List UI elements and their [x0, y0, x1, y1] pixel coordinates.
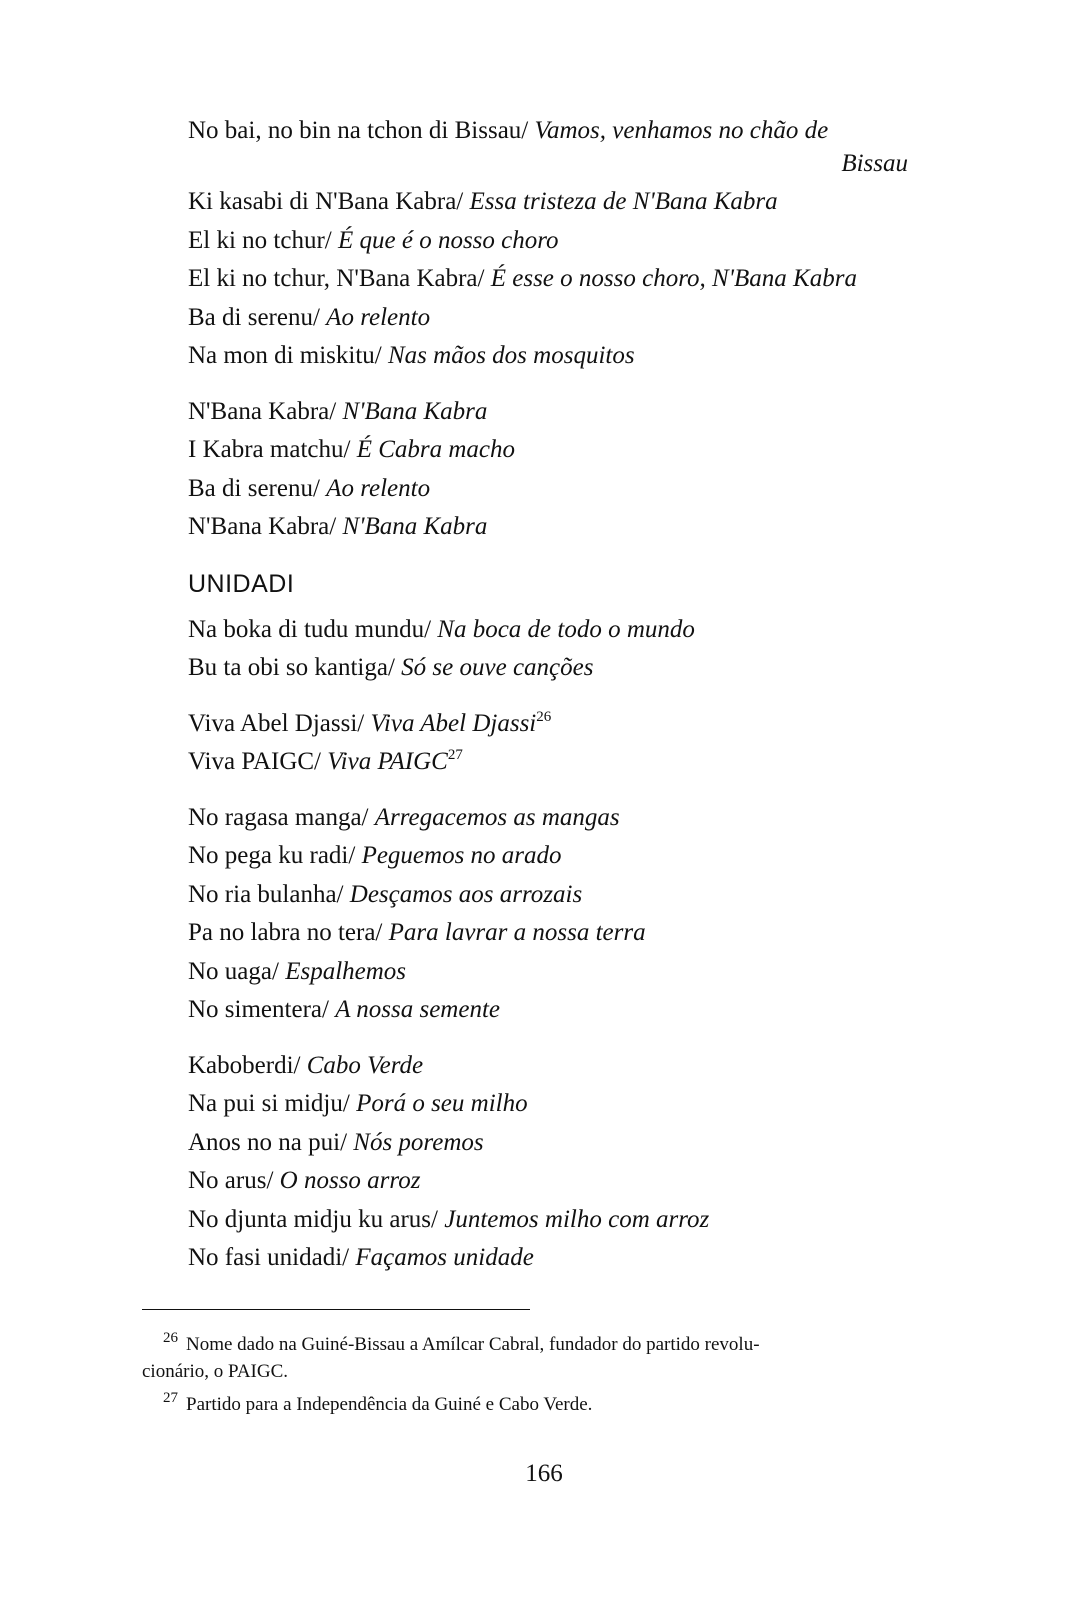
verse-line — [188, 508, 988, 547]
verse-line — [188, 799, 988, 838]
portuguese-text: A nossa semente — [335, 996, 500, 1023]
kriol-text: No ria bulanha/ — [188, 880, 350, 908]
kriol-text: Ba di serenu/ — [188, 303, 327, 331]
verse-line — [188, 260, 988, 299]
kriol-text: I Kabra matchu/ — [188, 436, 357, 463]
verse-line — [188, 837, 988, 876]
portuguese-text: Para lavrar a nossa terra — [388, 919, 646, 946]
footnote-number: 27 — [163, 1390, 178, 1406]
portuguese-text: Na boca de todo o mundo — [437, 615, 695, 643]
footnote — [142, 1325, 1018, 1358]
portuguese-text: Ao relento — [326, 474, 431, 502]
portuguese-text: É que é o nosso choro — [337, 226, 559, 254]
portuguese-text: Ao relento — [326, 303, 431, 331]
kriol-text: No pega ku radi/ — [188, 842, 362, 869]
verse-line — [188, 1239, 988, 1278]
kriol-text: Anos no na pui/ — [188, 1128, 354, 1156]
kriol-text: N'Bana Kabra/ — [188, 397, 343, 425]
kriol-text: Na boka di tudu mundu/ — [188, 615, 438, 643]
portuguese-text: É Cabra macho — [356, 436, 516, 463]
verse-line — [188, 876, 988, 915]
portuguese-text: Nós poremos — [353, 1128, 484, 1156]
verse-line — [188, 431, 988, 470]
poem-body — [188, 112, 988, 1278]
portuguese-text: Bissau — [841, 149, 908, 177]
footnote — [142, 1385, 1018, 1418]
verse-line — [188, 393, 988, 432]
footnote-number: 26 — [163, 1330, 178, 1346]
kriol-text: No arus/ — [188, 1167, 280, 1194]
verse-line — [188, 743, 988, 782]
verse-line — [188, 1124, 988, 1163]
kriol-text: No bai, no bin na tchon di Bissau/ — [188, 117, 535, 144]
stanza-gap — [188, 688, 988, 705]
stanza-gap — [188, 1030, 988, 1047]
portuguese-text: Peguemos no arado — [361, 842, 562, 869]
kriol-text: El ki no tchur, N'Bana Kabra/ — [188, 265, 491, 292]
kriol-text: El ki no tchur/ — [188, 226, 338, 254]
portuguese-text: O nosso arroz — [279, 1167, 421, 1194]
footnote-continuation: cionário, o PAIGC. — [142, 1361, 289, 1382]
portuguese-text: Espalhemos — [285, 957, 407, 985]
portuguese-text: N'Bana Kabra — [342, 397, 488, 425]
kriol-text: Ki kasabi di N'Bana Kabra/ — [188, 188, 470, 215]
verse-line — [188, 299, 988, 338]
footnote-divider — [142, 1309, 530, 1310]
verse-line — [188, 1085, 988, 1124]
kriol-text: N'Bana Kabra/ — [188, 513, 343, 540]
kriol-text: Na pui si midju/ — [188, 1090, 357, 1117]
page-number: 166 — [525, 1460, 563, 1487]
stanza-gap — [188, 782, 988, 799]
kriol-text: Bu ta obi so kantiga/ — [188, 654, 402, 681]
section-heading: UNIDADI — [188, 569, 295, 598]
verse-line — [188, 705, 988, 744]
footnote-ref: 26 — [536, 708, 552, 725]
portuguese-text: N'Bana Kabra — [342, 513, 488, 540]
verse-line — [188, 1047, 988, 1086]
stanza-gap — [188, 376, 988, 393]
footnote-text: Partido para a Independência da Guiné e Cabo Verde. — [186, 1394, 593, 1415]
verse-line — [188, 611, 988, 650]
kriol-text: No ragasa manga/ — [188, 803, 375, 831]
portuguese-text: Desçamos aos arrozais — [349, 880, 583, 908]
verse-line — [188, 337, 988, 376]
verse-line — [188, 953, 988, 992]
footnote-text: Nome dado na Guiné-Bissau a Amílcar Cabral, fundador do partido revolu- — [186, 1334, 760, 1355]
portuguese-text: Viva PAIGC — [327, 748, 448, 775]
kriol-text: No djunta midju ku arus/ — [188, 1205, 445, 1233]
portuguese-text: Façamos unidade — [355, 1244, 534, 1271]
portuguese-text: Arregacemos as mangas — [374, 803, 620, 831]
footnotes — [142, 1325, 1018, 1418]
portuguese-text: É esse o nosso choro, N'Bana Kabra — [490, 265, 857, 292]
portuguese-text: Viva Abel Djassi — [370, 709, 537, 737]
verse-line — [188, 470, 988, 509]
verse-line — [188, 1162, 988, 1201]
portuguese-text: Só se ouve canções — [401, 654, 594, 681]
kriol-text: Na mon di miskitu/ — [188, 342, 388, 369]
kriol-text: Viva Abel Djassi/ — [188, 709, 371, 737]
kriol-text: Ba di serenu/ — [188, 474, 327, 502]
verse-line — [188, 183, 988, 222]
kriol-text: No uaga/ — [188, 957, 286, 985]
kriol-text: No simentera/ — [188, 996, 336, 1023]
portuguese-text: Porá o seu milho — [356, 1090, 528, 1117]
verse-line — [188, 222, 988, 261]
portuguese-text: Vamos, venhamos no chão de — [534, 117, 829, 144]
portuguese-text: Juntemos milho com arroz — [444, 1205, 710, 1233]
kriol-text: Pa no labra no tera/ — [188, 919, 389, 946]
portuguese-text: Cabo Verde — [306, 1051, 424, 1079]
verse-line — [188, 649, 988, 688]
footnote-ref: 27 — [447, 747, 463, 763]
portuguese-text: Nas mãos dos mosquitos — [388, 342, 635, 369]
verse-line — [188, 1201, 988, 1240]
verse-line — [188, 991, 988, 1030]
portuguese-text: Essa tristeza de N'Bana Kabra — [469, 188, 778, 215]
kriol-text: Kaboberdi/ — [188, 1051, 307, 1079]
kriol-text: Viva PAIGC/ — [188, 748, 328, 775]
kriol-text: No fasi unidadi/ — [188, 1244, 356, 1271]
verse-line — [188, 914, 988, 953]
